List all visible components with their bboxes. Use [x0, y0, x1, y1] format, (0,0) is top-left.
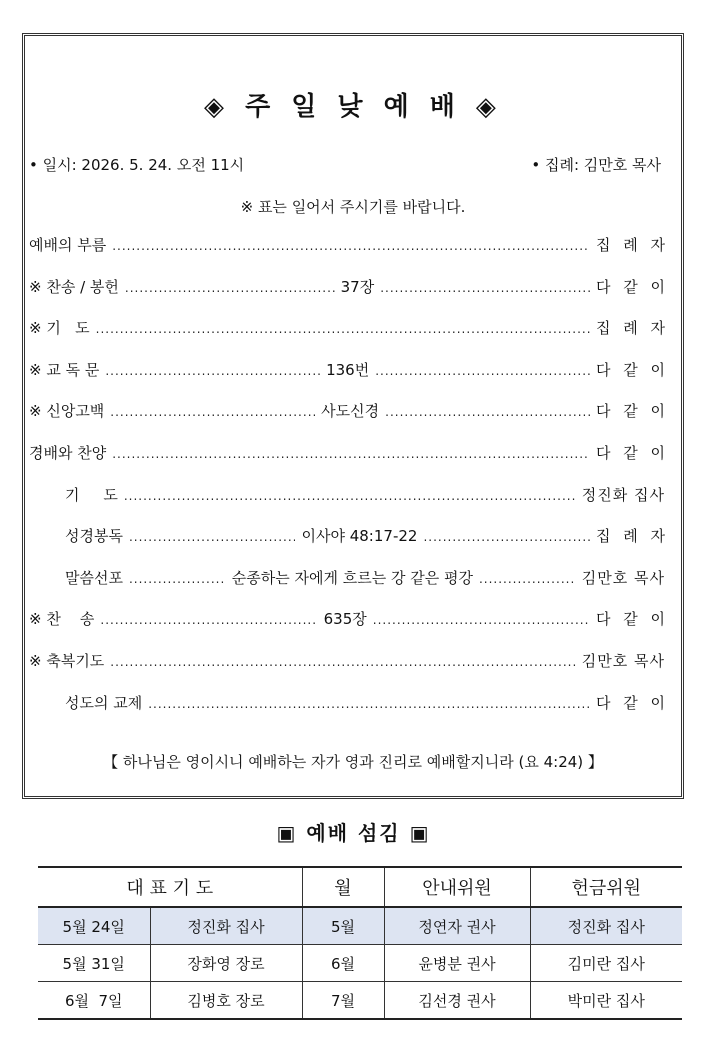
header-offering: 헌금위원: [530, 867, 682, 907]
leader-dots: [112, 239, 590, 253]
leader-dots: [375, 364, 590, 378]
prayer-person: 장화영 장로: [150, 945, 302, 982]
order-item: [29, 400, 669, 424]
order-item: [29, 650, 665, 674]
leader-dots: [385, 405, 590, 419]
order-item-label: ※ 축복기도: [29, 652, 105, 670]
header-usher: 안내위원: [384, 867, 530, 907]
order-item-label: ※ 신앙고백: [29, 402, 105, 421]
duties-header-row: [38, 867, 682, 907]
offering-person: 박미란 집사: [530, 982, 682, 1020]
order-item-label: 예배의 부름: [29, 236, 107, 254]
offering-person: 정진화 집사: [530, 907, 682, 945]
usher-person: 김선경 권사: [384, 982, 530, 1020]
usher-person: 정연자 권사: [384, 907, 530, 945]
table-row: [38, 945, 682, 982]
order-item-detail: 순종하는 자에게 흐르는 강 같은 평강: [231, 568, 473, 587]
order-item-label: ※ 찬송 / 봉헌: [29, 277, 119, 296]
service-title: ◈ 주 일 낮 예 배 ◈: [204, 92, 502, 122]
order-item-responsible: 집 례 자: [595, 319, 669, 338]
order-item-label: ※ 찬 송: [29, 610, 95, 629]
order-item: [65, 525, 669, 549]
order-item-responsible: 다 같 이: [595, 444, 669, 462]
order-item: [65, 567, 665, 591]
table-row: [38, 982, 682, 1020]
order-item-responsible: 김만호 목사: [581, 652, 665, 670]
worship-order-frame: [22, 33, 684, 799]
leader-dots: [129, 530, 296, 544]
order-item-label: 성경봉독: [65, 527, 123, 546]
offering-person: 김미란 집사: [530, 945, 682, 982]
order-item-responsible: 김만호 목사: [581, 568, 665, 587]
order-item-responsible: 집 례 자: [595, 527, 669, 546]
leader-dots: [129, 572, 226, 586]
order-item: [65, 484, 665, 508]
leader-dots: [110, 655, 575, 669]
order-item-detail: 635장: [323, 610, 367, 629]
leader-dots: [479, 572, 576, 586]
duty-month: 7월: [302, 982, 384, 1020]
leader-dots: [125, 281, 335, 295]
leader-dots: [96, 322, 590, 336]
usher-person: 윤병분 권사: [384, 945, 530, 982]
order-item-responsible: 다 같 이: [595, 277, 669, 296]
leader-dots: [100, 613, 317, 627]
order-item-label: 말씀선포: [65, 568, 123, 587]
service-leader: • 집례: 김만호 목사: [531, 156, 661, 174]
header-prayer: 대 표 기 도: [38, 867, 302, 907]
order-item: [29, 359, 669, 383]
order-item-label: 성도의 교제: [65, 693, 143, 712]
order-item-responsible: 다 같 이: [595, 693, 669, 712]
order-item: [29, 276, 669, 300]
leader-dots: [380, 281, 590, 295]
order-item: [29, 317, 669, 341]
leader-dots: [112, 447, 590, 461]
leader-dots: [105, 364, 320, 378]
leader-dots: [373, 613, 590, 627]
order-item-responsible: 다 같 이: [595, 610, 669, 629]
duty-month: 5월: [302, 907, 384, 945]
leader-dots: [148, 697, 590, 711]
leader-dots: [110, 405, 315, 419]
order-item-detail: 이사야 48:17-22: [301, 527, 418, 546]
duties-title: ▣ 예배 섬김 ▣: [276, 821, 431, 845]
order-item: [29, 442, 669, 466]
prayer-date: 5월 24일: [38, 907, 150, 945]
order-item-detail: 사도신경: [321, 402, 380, 421]
order-item-label: ※ 기 도: [29, 319, 90, 338]
standing-notice: ※ 표는 일어서 주시기를 바랍니다.: [240, 198, 466, 216]
order-item: [29, 608, 669, 632]
order-item: [29, 234, 669, 258]
duties-table: [38, 866, 682, 1020]
order-item-responsible: 다 같 이: [595, 360, 669, 379]
order-item-label: 기 도: [65, 485, 118, 504]
order-item-label: 경배와 찬양: [29, 444, 107, 462]
scripture-verse: 【 하나님은 영이시니 예배하는 자가 영과 진리로 예배할지니라 (요 4:24) 】: [103, 753, 603, 771]
prayer-date: 5월 31일: [38, 945, 150, 982]
order-item-responsible: 다 같 이: [595, 402, 669, 421]
order-item: [65, 692, 669, 716]
leader-dots: [423, 530, 590, 544]
prayer-person: 정진화 집사: [150, 907, 302, 945]
order-item-responsible: 정진화 집사: [581, 485, 665, 504]
order-item-detail: 136번: [326, 360, 370, 379]
prayer-person: 김병호 장로: [150, 982, 302, 1020]
leader-dots: [124, 489, 576, 503]
header-month: 월: [302, 867, 384, 907]
order-item-label: ※ 교 독 문: [29, 360, 100, 379]
prayer-date: 6월 7일: [38, 982, 150, 1020]
service-date: • 일시: 2026. 5. 24. 오전 11시: [29, 156, 245, 174]
order-item-detail: 37장: [340, 277, 375, 296]
duty-month: 6월: [302, 945, 384, 982]
table-row: [38, 907, 682, 945]
order-item-responsible: 집 례 자: [595, 236, 669, 254]
